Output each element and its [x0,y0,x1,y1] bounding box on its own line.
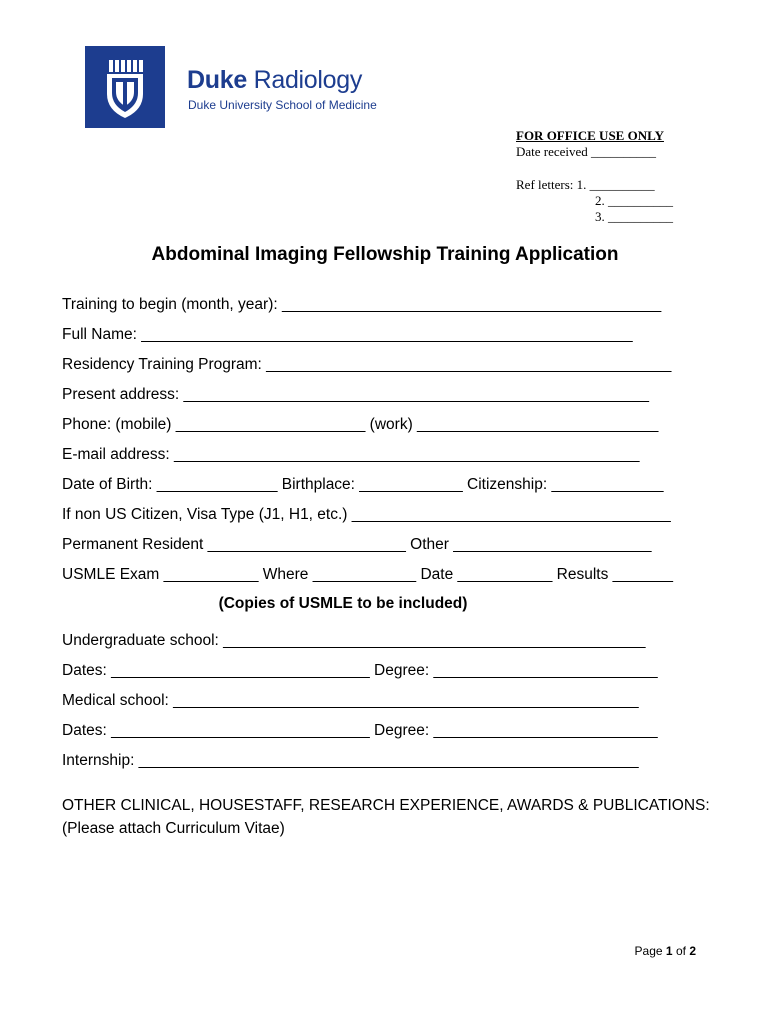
page-of: of [675,944,686,958]
page-title: Abdominal Imaging Fellowship Training Application [151,244,619,265]
usmle-note: (Copies of USMLE to be included) [218,595,468,612]
ref-letter-2-field: 2. __________ [595,193,673,208]
page-total: 2 [689,944,696,958]
full-name-field[interactable]: Full Name: _________________________________________________________ [62,326,633,343]
undergraduate-dates-degree-field[interactable]: Dates: ______________________________ Degree: __________________________ [62,662,658,679]
page-number [635,944,696,958]
internship-field[interactable]: Internship: __________________________________________________________ [62,752,639,769]
usmle-field[interactable]: USMLE Exam ___________ Where ____________ Date ___________ Results _______ [62,566,673,583]
medical-dates-degree-field[interactable]: Dates: ______________________________ Degree: __________________________ [62,722,658,739]
brand-name-bold: Duke [187,66,247,94]
page-word: Page [634,944,663,958]
birth-citizenship-field[interactable]: Date of Birth: ______________ Birthplace: ____________ Citizenship: _____________ [62,476,664,493]
phone-field[interactable]: Phone: (mobile) ______________________ (work) ____________________________ [62,416,659,433]
brand-name-rest: Radiology [253,66,363,94]
brand-name [187,66,362,95]
office-use-block [516,128,673,225]
office-use-heading: FOR OFFICE USE ONLY [516,128,664,143]
date-received-field: Date received __________ [516,144,657,159]
visa-type-field[interactable]: If non US Citizen, Visa Type (J1, H1, etc.) _____________________________________ [62,506,671,523]
brand-subtitle: Duke University School of Medicine [188,98,377,112]
medical-school-field[interactable]: Medical school: ______________________________________________________ [62,692,639,709]
attach-cv-note: (Please attach Curriculum Vitae) [62,820,285,837]
duke-shield-logo [85,46,165,128]
other-experience-heading: OTHER CLINICAL, HOUSESTAFF, RESEARCH EXPERIENCE, AWARDS & PUBLICATIONS: [62,797,710,814]
page-current: 1 [665,944,673,958]
residency-program-field[interactable]: Residency Training Program: _______________________________________________ [62,356,672,373]
training-begin-field[interactable]: Training to begin (month, year): ____________________________________________ [62,296,662,313]
undergraduate-school-field[interactable]: Undergraduate school: _________________________________________________ [62,632,646,649]
ref-letter-1-field: Ref letters: 1. __________ [516,177,655,192]
ref-letter-3-field: 3. __________ [595,209,673,224]
present-address-field[interactable]: Present address: ______________________________________________________ [62,386,649,403]
permanent-resident-field[interactable]: Permanent Resident _______________________ Other _______________________ [62,536,652,553]
email-field[interactable]: E-mail address: ______________________________________________________ [62,446,640,463]
shield-icon [85,46,165,128]
